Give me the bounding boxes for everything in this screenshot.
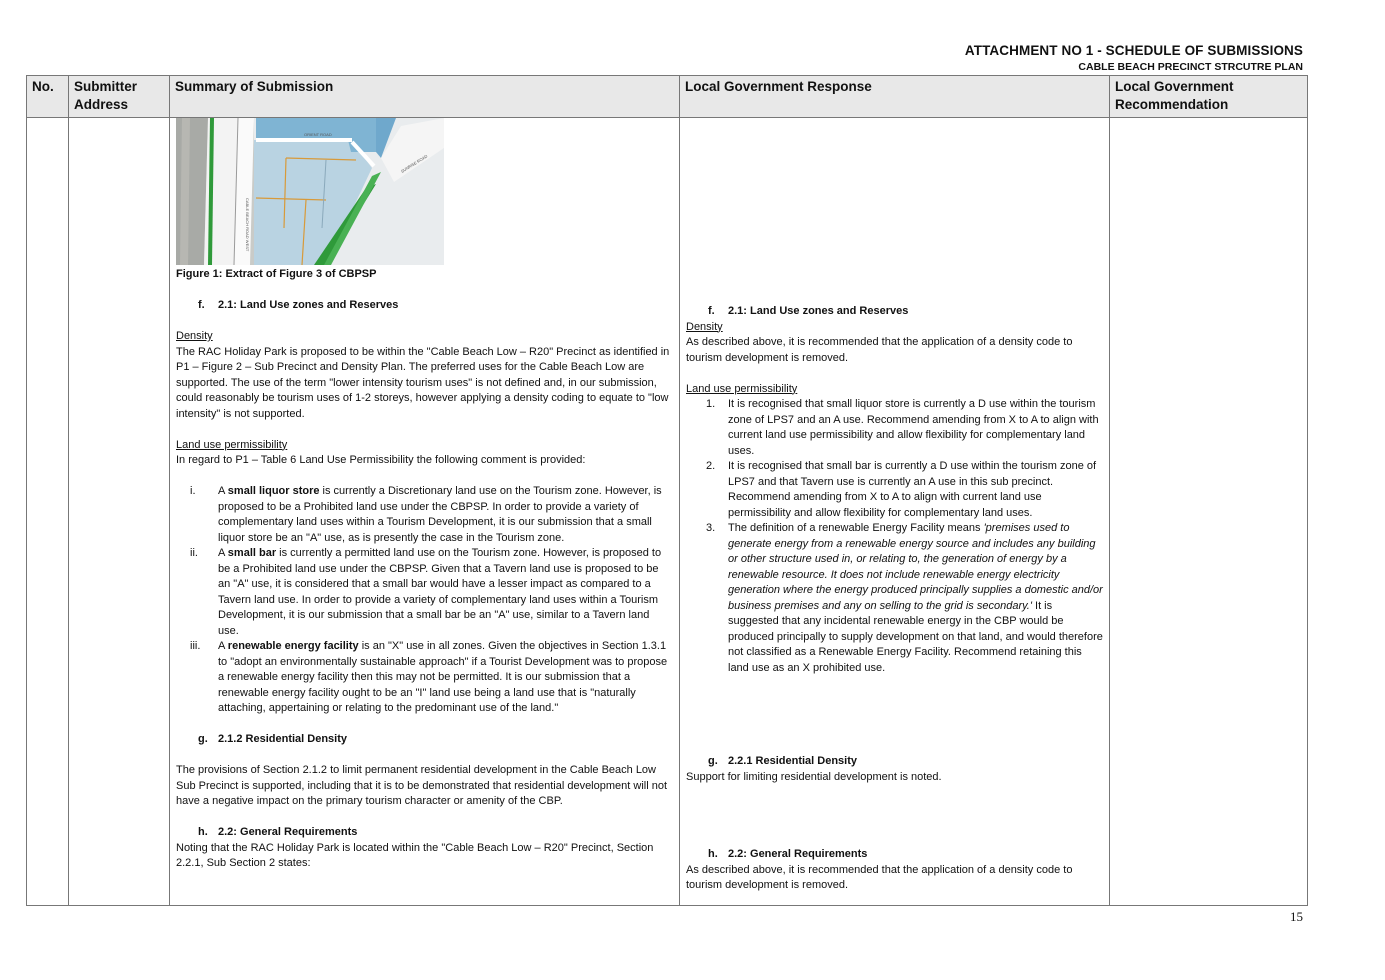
col-header-summary: Summary of Submission: [170, 76, 680, 118]
summary-density-text: The RAC Holiday Park is proposed to be within the "Cable Beach Low – R20" Precinct as identified in P1 – Figure 2 – Sub Precinct and Density Plan. The preferred uses for the Cable Beach Low are supported. The use of the term "lower intensity tourism uses" is not defined and, in our submission, could reasonably be tourism uses of 1-2 storeys, however applying a density coding to equate to "low intensity" is not supported.: [176, 345, 670, 420]
list-item-text: It is recognised that small liquor store is currently a D use within the tourism zone of LPS7 and an A use. Recommend amending from X to A to align with current land use permissibility and allow flexibility for complementary land uses.: [728, 398, 1099, 457]
list-item: [686, 397, 1103, 459]
response-density-text: As described above, it is recommended that the application of a density code to tourism development is removed.: [686, 336, 1073, 364]
summary-section-g-text: The provisions of Section 2.1.2 to limit permanent residential development in the Cable Beach Low Sub Precinct is supported, including that it is to be demonstrated that residential development will not have a negative impact on the primary tourism character or amenity of the CBP.: [176, 764, 667, 807]
list-item-text: It is recognised that small bar is currently a D use within the tourism zone of LPS7 and that Tavern use is currently an A use in this sub precinct. Recommend amending from X to A to align with current land use permissibility and allow flexibility for complementary land uses.: [728, 460, 1097, 519]
list-item-bold: small liquor store: [227, 485, 320, 497]
summary-landuse-intro: In regard to P1 – Table 6 Land Use Permissibility the following comment is provided:: [176, 454, 586, 466]
list-item: [176, 484, 673, 546]
summary-section-g-title: 2.1.2 Residential Density: [218, 733, 347, 745]
response-section-f-heading: [686, 304, 1103, 320]
col-header-no: No.: [27, 76, 69, 118]
figure-caption: Figure 1: Extract of Figure 3 of CBPSP: [176, 268, 377, 280]
list-item-number: ii.: [190, 547, 198, 559]
submissions-table: [26, 75, 1308, 906]
response-section-g-title: 2.2.1 Residential Density: [728, 755, 857, 767]
list-item-italic: 'premises used to generate energy from a renewable energy source and includes any building or other structure used in, or relating to, the generation of energy by a renewable resource. It does not include renewable energy electricity generation where the energy produced principally supplies a domestic and/or business premises and any on selling to the grid is secondary.': [728, 522, 1103, 612]
cell-recommendation: [1110, 118, 1308, 906]
list-item-bold: small bar: [227, 547, 277, 559]
summary-section-h-text: Noting that the RAC Holiday Park is located within the "Cable Beach Low – R20" Precinct, Section 2.2.1, Sub Section 2 states:: [176, 841, 654, 869]
list-item-text: The definition of a renewable Energy Facility means: [728, 522, 984, 534]
list-item: [686, 459, 1103, 521]
list-item-text: A: [218, 485, 228, 497]
list-item-text: is currently a Discretionary land use on the Tourism zone. However, is proposed to be a Prohibited land use under the CBPSP. In order to provide a variety of complementary land uses within a Tourism Development, it is our submission that a small liquor store be an "A" use, as is presently the case in the Tourism zone.: [218, 485, 662, 544]
cell-response: [680, 118, 1110, 906]
list-item: [686, 521, 1103, 676]
attachment-subtitle: CABLE BEACH PRECINCT STRCUTRE PLAN: [1078, 61, 1303, 73]
summary-landuse-list: [176, 484, 673, 717]
table-row: [27, 118, 1308, 906]
summary-landuse-heading: Land use permissibility: [176, 438, 288, 451]
col-header-response: Local Government Response: [680, 76, 1110, 118]
table-header-row: [27, 76, 1308, 118]
response-section-g-text: Support for limiting residential development is noted.: [686, 770, 942, 783]
attachment-title: ATTACHMENT NO 1 - SCHEDULE OF SUBMISSIONS: [964, 43, 1303, 58]
list-item-text: It is suggested that any incidental renewable energy in the CBP would be produced principally to supply development on that land, and would therefore not classified as a Renewable Energy Facility. Recommend retaining this land use as an X prohibited use.: [728, 599, 1103, 674]
cell-submitter: [69, 118, 170, 906]
page-number: 15: [1290, 909, 1303, 924]
list-item-number: 3.: [706, 522, 716, 534]
response-section-h-letter: h.: [708, 848, 718, 860]
list-item-number: 2.: [706, 460, 716, 472]
summary-section-h-heading: [176, 825, 673, 841]
list-item-text: A: [218, 640, 228, 652]
list-item: [176, 639, 673, 717]
structure-plan-map-image: [176, 118, 444, 265]
cell-no: [27, 118, 69, 906]
summary-section-f-letter: f.: [198, 299, 205, 311]
response-landuse-list: [686, 397, 1103, 676]
response-section-g-heading: [686, 754, 1103, 770]
summary-section-f-title: 2.1: Land Use zones and Reserves: [218, 299, 399, 311]
response-section-h-heading: [686, 847, 1103, 863]
list-item-number: iii.: [190, 640, 201, 652]
summary-density-heading: Density: [176, 330, 213, 342]
col-header-submitter: Submitter Address: [69, 76, 170, 118]
map-label-road-top: ORIENT ROAD: [304, 132, 332, 137]
list-item-number: 1.: [706, 398, 716, 410]
summary-section-g-letter: g.: [198, 733, 208, 745]
response-section-g-letter: g.: [708, 755, 718, 767]
map-label-road-vertical: CABLE BEACH ROAD WEST: [245, 198, 250, 252]
list-item-number: i.: [190, 485, 196, 497]
cell-summary: [170, 118, 680, 906]
list-item-bold: renewable energy facility: [227, 640, 359, 652]
list-item-text: is an "X" use in all zones. Given the objectives in Section 1.3.1 to "adopt an environmentally sustainable approach" if a Tourist Development was to propose a renewable energy facility then this may not be permitted. It is our submission that a renewable energy facility ought to be an "I" land use being a land use that is "naturally attaching, appertaining or relating to the predominant use of the land.": [218, 640, 668, 714]
response-section-f-letter: f.: [708, 305, 715, 317]
response-section-f-title: 2.1: Land Use zones and Reserves: [728, 305, 909, 317]
summary-section-h-title: 2.2: General Requirements: [218, 826, 358, 838]
response-landuse-heading: Land use permissibility: [686, 382, 798, 395]
list-item: [176, 546, 673, 639]
summary-section-h-letter: h.: [198, 826, 208, 838]
summary-section-f-heading: [176, 298, 673, 314]
summary-section-g-heading: [176, 732, 673, 748]
response-density-heading: Density: [686, 320, 723, 333]
list-item-text: A: [218, 547, 228, 559]
map-label-road-diagonal: SUNRISE ROAD: [399, 153, 429, 174]
col-header-recommendation: Local Government Recommendation: [1110, 76, 1308, 118]
response-section-h-text: As described above, it is recommended that the application of a density code to tourism development is removed.: [686, 863, 1073, 891]
list-item-text: is currently a permitted land use on the Tourism zone. However, is proposed to be a Prohibited land use under the CBPSP. Given that a Tavern land use is proposed to be an "A" use, it is considered that a small bar would have a lesser impact as compared to a Tavern land use. In order to provide a variety of complementary land uses within a Tourism Development, it is our submission that a small bar be an "A" use, similar to a Tavern land use.: [218, 547, 662, 637]
response-section-h-title: 2.2: General Requirements: [728, 848, 868, 860]
